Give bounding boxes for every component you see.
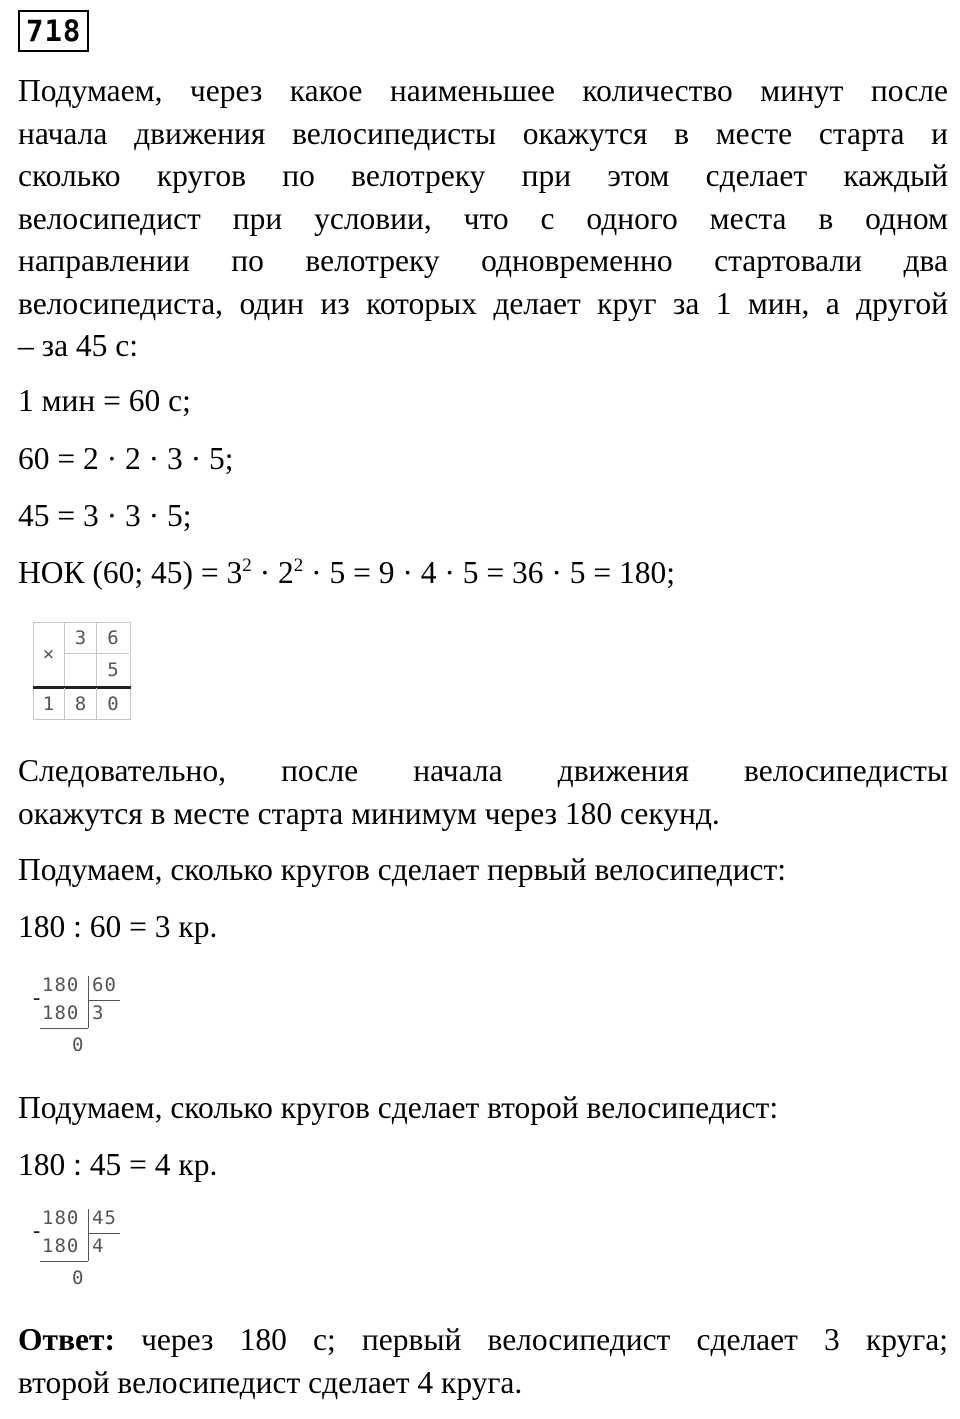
grid-cell [65,654,97,686]
calc-factor-45: 45 = 3 · 3 · 5; [18,498,192,533]
intro-line: сколько кругов по велотреку при этом сделает каждый [18,158,948,193]
divisor: 60 [92,974,117,996]
grid-cell: 0 [107,693,119,715]
answer-text: через 180 с; первый велосипедист сделает 3 круга; [114,1322,948,1357]
divisor: 45 [92,1207,117,1229]
grid-cell: 3 [65,622,97,654]
nok-exponent: 2 [293,555,304,576]
grid-cell: 8 [65,688,97,720]
intro-paragraph [18,70,948,368]
nok-exponent: 2 [242,555,252,576]
calc-minutes: 1 мин = 60 с; [18,383,191,418]
intro-line: Подумаем, через какое наименьшее количество минут после [18,73,948,108]
quotient: 3 [92,1002,105,1024]
task-number: 718 [18,10,89,52]
answer-paragraph [18,1319,948,1404]
answer-line [18,1319,948,1362]
answer-line: второй велосипедист сделает 4 круга. [18,1364,523,1400]
multiply-sign: × [33,622,65,686]
conclusion-paragraph [18,750,948,835]
subtrahend: 180 [42,1235,80,1257]
dividend: 180 [42,974,80,996]
remainder-line [40,1028,88,1029]
conclusion-line: окажутся в месте старта минимум через 180 секунд. [18,795,720,831]
answer-label: Ответ: [18,1322,115,1357]
grid-cell: 5 [107,659,119,681]
division-bar [88,1209,89,1261]
dividend: 180 [42,1207,80,1229]
division-bar [88,976,89,1028]
quotient: 4 [92,1235,105,1257]
minus-sign: - [30,986,44,1011]
intro-line: велосипедист при условии, что с одного места в одном [18,200,948,236]
remainder: 0 [72,1034,85,1056]
first-equation: 180 : 60 = 3 кр. [18,909,218,944]
grid-cell: 6 [97,622,129,654]
conclusion-line: Следовательно, после начала движения велосипедисты [18,753,948,788]
grid-cell: 1 [33,688,65,720]
quotient-line [88,1000,120,1001]
intro-line: – за 45 с: [18,328,139,363]
quotient-line [88,1233,120,1234]
subtrahend: 180 [42,1002,80,1024]
minus-sign: - [30,1219,44,1244]
calc-nok [18,553,675,598]
calc-factor-60: 60 = 2 · 2 · 3 · 5; [18,441,234,476]
remainder-line [40,1261,88,1262]
intro-line: велосипедиста, один из которых делает круг за 1 мин, а другой [18,285,948,321]
nok-mid: · 2 [251,555,294,590]
nok-prefix: НОК (60; 45) = 3 [18,555,243,590]
second-equation: 180 : 45 = 4 кр. [18,1147,218,1182]
intro-line: начала движения велосипедисты окажутся в месте старта и [18,115,948,151]
first-question: Подумаем, сколько кругов сделает первый велосипедист: [18,852,787,887]
nok-suffix: · 5 = 9 · 4 · 5 = 36 · 5 = 180; [303,555,676,590]
remainder: 0 [72,1267,85,1289]
second-question: Подумаем, сколько кругов сделает второй велосипедист: [18,1090,779,1125]
intro-line: направлении по велотреку одновременно стартовали два [18,243,948,278]
